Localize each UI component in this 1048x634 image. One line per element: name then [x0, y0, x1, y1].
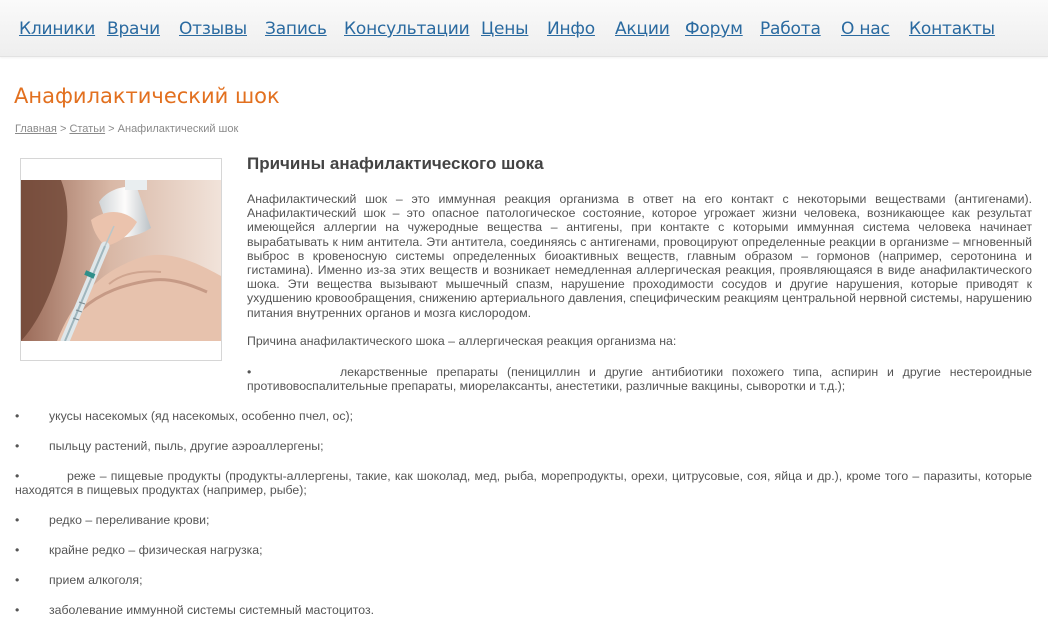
- bullet-icon: •: [15, 513, 20, 527]
- nav-item-appointment[interactable]: [265, 19, 327, 39]
- nav-link-consultations[interactable]: Консультации: [344, 19, 470, 39]
- nav-link-doctors[interactable]: Врачи: [107, 19, 160, 39]
- list-item-text: лекарственные препараты (пенициллин и другие антибиотики похожего типа, аспирин и другие нестероидные противовоспалительные препараты, миорелаксанты, анестетики, различные вакцины, сыворотки и т.д.);: [247, 365, 1032, 394]
- bullet-icon: •: [15, 409, 20, 423]
- nav-link-info[interactable]: Инфо: [547, 19, 595, 39]
- nav-link-jobs[interactable]: Работа: [760, 19, 821, 39]
- nav-item-promotions[interactable]: [615, 19, 670, 39]
- causes-intro: Причина анафилактического шока – аллергическая реакция организма на:: [247, 334, 677, 348]
- bullet-icon: •: [15, 469, 20, 483]
- list-item: [15, 469, 1032, 497]
- breadcrumb-current: Анафилактический шок: [117, 123, 239, 135]
- bullet-icon: •: [15, 543, 20, 557]
- list-item-text: крайне редко – физическая нагрузка;: [49, 543, 263, 557]
- article-intro-paragraph: Анафилактический шок – это иммунная реакция организма в ответ на его контакт с некоторыми веществами (антигенами). Анафилактический шок – это опасное патологическое состояние, которое угрожает жизни человека, возникающее как результат имеющейся аллергии на чужеродные вещества – антигены, при контакте с которыми иммунная система человека начинает вырабатывать к ним антитела. Эти антитела, соединяясь с антигенами, провоцируют определенные реакции в организме – мгновенный выброс в кровеносную системы определенных биоактивных веществ, главным образом – гормонов (например, серотонина и гистамина). Именно из-за этих веществ и возникает немедленная аллергическая реакция, проявляющаяся в виде анафилактического шока. Эти вещества вызывают мышечный спазм, нарушение проходимости сосудов и другие нарушения, которые приводят к ухудшению кровообращения, снижению артериального давления, специфическим реакциям центральной нервной системы, нарушению питания внутренних органов и мозга кислородом.: [247, 192, 1032, 320]
- nav-item-jobs[interactable]: [760, 19, 821, 39]
- nav-item-consultations[interactable]: [344, 19, 469, 39]
- syringe-photo: [21, 180, 221, 341]
- breadcrumb-separator: >: [59, 123, 67, 135]
- nav-link-about[interactable]: О нас: [841, 19, 890, 39]
- list-item: [247, 365, 1032, 393]
- nav-item-info[interactable]: [547, 19, 595, 39]
- breadcrumb-home-link[interactable]: Главная: [15, 123, 57, 135]
- article-heading: Причины анафилактического шока: [247, 154, 544, 173]
- list-item-text: пыльцу растений, пыль, другие аэроаллергены;: [49, 439, 324, 453]
- list-item-text: укусы насекомых (яд насекомых, особенно пчел, ос);: [49, 409, 354, 423]
- nav-link-contacts[interactable]: Контакты: [909, 19, 995, 39]
- list-item-text: прием алкоголя;: [49, 573, 143, 587]
- nav-item-doctors[interactable]: [107, 19, 160, 39]
- list-item-text: реже – пищевые продукты (продукты-аллергены, такие, как шоколад, мед, рыба, морепродукты, орехи, цитрусовые, соя, яйца и др.), кроме того – паразиты, которые находятся в пищевых продуктах (например, рыбе);: [15, 469, 1032, 498]
- bullet-icon: •: [247, 365, 252, 379]
- nav-item-about[interactable]: [841, 19, 890, 39]
- nav-item-forum[interactable]: [685, 19, 743, 39]
- list-item-text: заболевание иммунной системы системный мастоцитоз.: [49, 603, 375, 617]
- nav-item-clinics[interactable]: [19, 19, 95, 39]
- nav-link-forum[interactable]: Форум: [685, 19, 743, 39]
- nav-link-clinics[interactable]: Клиники: [19, 19, 96, 39]
- nav-link-prices[interactable]: Цены: [481, 19, 529, 39]
- top-navigation: [0, 0, 1048, 57]
- article-image-frame: [20, 158, 222, 361]
- nav-item-contacts[interactable]: [909, 19, 995, 39]
- nav-link-promotions[interactable]: Акции: [615, 19, 670, 39]
- breadcrumb: [15, 123, 238, 135]
- nav-item-reviews[interactable]: [179, 19, 247, 39]
- bullet-icon: •: [15, 439, 20, 453]
- page-title: Анафилактический шок: [14, 84, 280, 108]
- breadcrumb-separator: >: [108, 123, 115, 135]
- bullet-icon: •: [15, 603, 20, 617]
- breadcrumb-articles-link[interactable]: Статьи: [69, 123, 106, 135]
- nav-link-appointment[interactable]: Запись: [265, 19, 327, 39]
- list-item-text: редко – переливание крови;: [49, 513, 210, 527]
- bullet-icon: •: [15, 573, 20, 587]
- nav-item-prices[interactable]: [481, 19, 528, 39]
- nav-link-reviews[interactable]: Отзывы: [179, 19, 247, 39]
